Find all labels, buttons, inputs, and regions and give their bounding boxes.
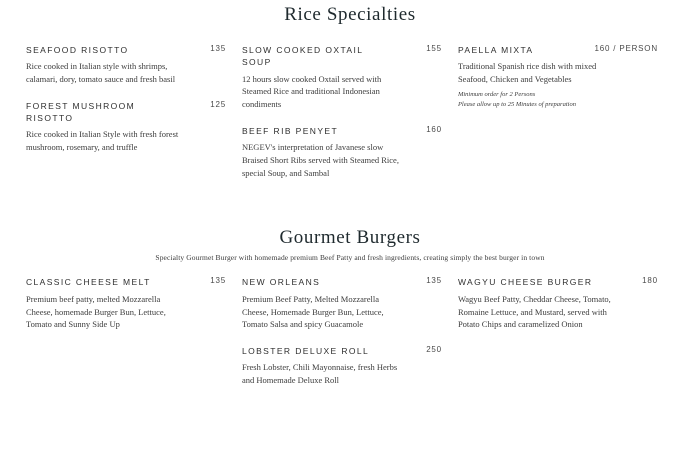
menu-item-name: LOBSTER DELUXE ROLL xyxy=(241,346,370,356)
menu-item-head xyxy=(458,44,658,56)
menu-item-name: BEEF RIB PENYET xyxy=(241,125,339,136)
menu-item-description: 12 hours slow cooked Oxtail served with Steamed Rice and traditional Indonesian condiments xyxy=(241,73,382,110)
menu-item-price: 250 xyxy=(426,345,442,354)
menu-item-description: Traditional Spanish rice dish with mixed Seafood, Chicken and Vegetables xyxy=(457,61,597,85)
menu-item-price: 155 xyxy=(426,44,442,53)
menu-item-name: WAGYU CHEESE BURGER xyxy=(457,277,593,288)
menu-item-head xyxy=(458,276,658,288)
menu-item xyxy=(26,100,226,154)
menu-item-description: Wagyu Beef Patty, Cheddar Cheese, Tomato, Romaine Lettuce, and Mustard, served with Potato Chips and caramelized Onion xyxy=(457,293,611,330)
menu-item-price: 160 / PERSON xyxy=(594,44,658,53)
section-rice-specialties xyxy=(0,0,700,193)
menu-item xyxy=(458,276,658,331)
menu-column xyxy=(458,276,674,400)
menu-item-head xyxy=(242,44,442,69)
menu-item xyxy=(242,276,442,331)
menu-item xyxy=(242,44,442,111)
menu-item xyxy=(26,44,226,86)
menu-item-description: NEGEV's interpretation of Javanese slow Braised Short Ribs served with Steamed Rice, special Soup, and Sambal xyxy=(241,142,399,178)
menu-item-head xyxy=(26,44,226,56)
section-title: Gourmet Burgers xyxy=(279,227,421,249)
menu-item-head xyxy=(26,100,226,125)
menu-columns xyxy=(26,44,674,193)
menu-item-description: Rice cooked in Italian style with shrimps, calamari, dory, tomato sauce and fresh basil xyxy=(26,61,176,85)
menu-item-price: 180 xyxy=(642,276,658,286)
section-gourmet-burgers xyxy=(0,223,700,400)
menu-item-description: Premium Beef Patty, Melted Mozzarella Cheese, Homemade Burger Bun, Lettuce, Tomato Salsa and spicy Guacamole xyxy=(241,293,384,330)
menu-item-head xyxy=(242,276,442,288)
menu-item-head xyxy=(242,345,442,357)
menu-item-description: Rice cooked in Italian Style with fresh forest mushroom, rosemary, and truffle xyxy=(26,129,179,153)
menu-item-head xyxy=(26,276,226,288)
menu-item-name: NEW ORLEANS xyxy=(241,277,321,288)
menu-item-description: Premium beef patty, melted Mozzarella Cheese, homemade Burger Bun, Lettuce, Tomato and Sunny Side Up xyxy=(26,293,166,330)
menu-item-name: SEAFOOD RISOTTO xyxy=(26,45,129,55)
menu-item-name: PAELLA MIXTA xyxy=(457,45,534,55)
menu-item-name: SLOW COOKED OXTAIL SOUP xyxy=(241,45,364,68)
menu-item-name: CLASSIC CHEESE MELT xyxy=(26,277,151,288)
menu-item xyxy=(26,276,226,331)
menu-item-price: 160 xyxy=(426,124,442,134)
section-title: Rice Specialties xyxy=(284,4,416,25)
menu-item-description: Fresh Lobster, Chili Mayonnaise, fresh Herbs and Homemade Deluxe Roll xyxy=(241,362,398,386)
menu-column xyxy=(26,44,242,193)
menu-item xyxy=(458,44,658,110)
menu-item-price: 125 xyxy=(210,99,226,109)
menu-column xyxy=(458,44,674,193)
menu-item-price: 135 xyxy=(210,44,226,53)
menu-item-note: Minimum order for 2 Persons Please allow up to 25 Minutes of preparation xyxy=(457,90,576,108)
menu-item-price: 135 xyxy=(426,276,442,286)
menu-item-price: 135 xyxy=(210,276,226,286)
menu-column xyxy=(242,44,458,193)
section-subtitle: Specialty Gourmet Burger with homemade premium Beef Patty and fresh ingredients, creating simply the best burger in town xyxy=(155,253,545,263)
menu-item-head xyxy=(242,125,442,137)
menu-columns xyxy=(26,276,674,400)
menu-item xyxy=(242,125,442,180)
menu-item-name: FOREST MUSHROOM RISOTTO xyxy=(26,100,136,124)
menu-column xyxy=(242,276,458,400)
menu-column xyxy=(26,276,242,400)
menu-item xyxy=(242,345,442,387)
